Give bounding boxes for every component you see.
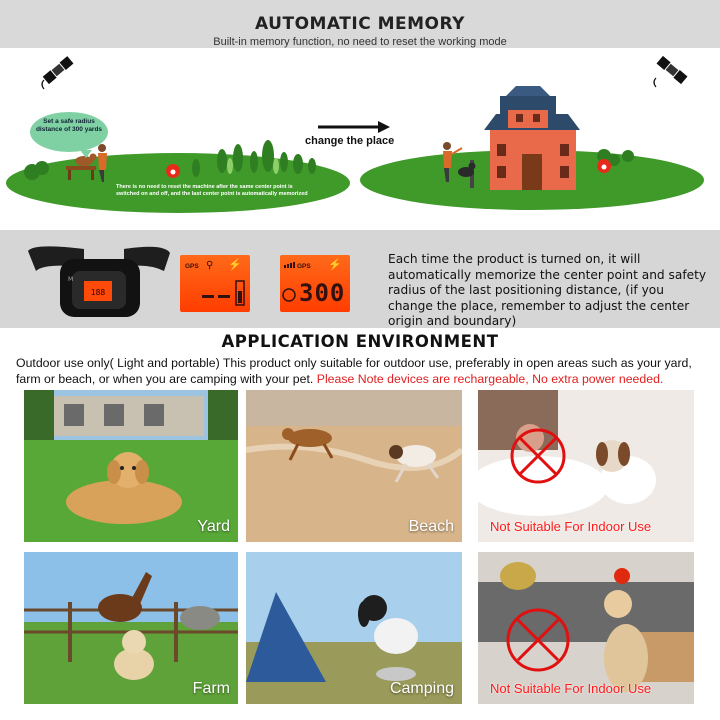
application-text: Outdoor use only( Light and portable) This product only suitable for outdoor use, preferably in open areas such as your yard, farm or beach, or when you are camping with your pet. [16,356,692,386]
svg-text:M: M [68,276,74,283]
lcd1-gps-label: GPS [185,263,199,270]
photo-caption-beach: Beach [408,518,454,535]
photo-indoor-living-room [478,552,694,704]
photo-indoor-bedroom [478,390,694,542]
lcd2-value: 300 [299,279,346,307]
change-place-label: change the place [305,135,395,147]
photo-caption-farm: Farm [192,680,230,697]
section-title-application: APPLICATION ENVIRONMENT [221,332,499,351]
lcd-screen-2 [280,255,350,312]
satellite-icon-right [657,56,688,84]
memory-illustration [0,48,720,230]
lcd1-bolt-icon: ⚡ [228,259,242,271]
satellite-icon-left [41,55,75,86]
photo-farm [24,552,238,704]
lcd-screen-1 [180,255,250,312]
application-description [16,355,706,387]
arrow-right-icon [378,121,390,133]
photo-caption-indoor-2: Not Suitable For Indoor Use [490,681,652,696]
application-note: Please Note devices are rechargeable, No extra power needed. [316,372,664,386]
photo-caption-camping: Camping [389,680,454,697]
lcd2-gps-label: GPS [297,263,311,270]
lcd2-bolt-icon: ⚡ [328,259,342,271]
lcd1-pin-icon: ⚲ [206,260,214,271]
collar-device-image [24,241,174,321]
photo-caption-indoor-1: Not Suitable For Indoor Use [490,519,652,534]
memory-description: Each time the product is turned on, it will automatically memorize the center point and safety radius of the last positioning distance, (if you change the place, remember to adjust the center origin and boundary) [388,252,707,328]
svg-text:188: 188 [90,288,106,297]
photo-beach [246,390,462,542]
scene-note: There is no need to reset the machine after the same center point is switched on and off, and the last center point is automatically memorized [116,184,308,197]
radius-bubble: Set a safe radius distance of 300 yards [30,112,108,152]
photo-yard [24,390,238,542]
photo-camping [246,552,462,704]
section-subtitle-memory: Built-in memory function, no need to reset the working mode [213,36,507,48]
section-title-memory: AUTOMATIC MEMORY [255,14,465,34]
photo-caption-yard: Yard [197,518,230,535]
